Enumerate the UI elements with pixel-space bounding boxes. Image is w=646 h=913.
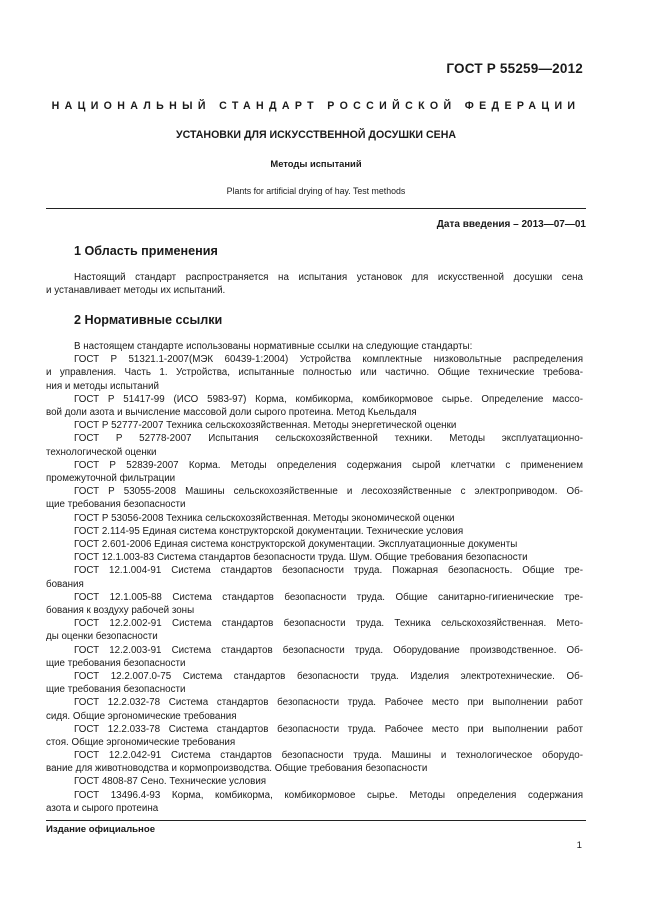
reference-line: ГОСТ 12.1.005-88 Система стандартов безопасности труда. Общие санитарно-гигиенические тре-	[74, 591, 583, 603]
reference-line: ГОСТ 12.2.003-91 Система стандартов безопасности труда. Оборудование производственное. Об-	[74, 644, 583, 656]
reference-line: ГОСТ 13496.4-93 Корма, комбикорма, комбикормовое сырье. Методы определения содержания	[74, 789, 583, 801]
footer-divider	[46, 820, 586, 821]
text-line: и устанавливает методы их испытаний.	[46, 285, 226, 297]
document-number: ГОСТ Р 55259—2012	[446, 61, 583, 76]
section-2-heading: 2 Нормативные ссылки	[74, 313, 223, 327]
reference-line: ГОСТ 2.114-95 Единая система конструкторской документации. Технические условия	[74, 525, 464, 537]
reference-line: и управления. Часть 1. Устройства, испытанные полностью или частично. Общие технические требова-	[46, 367, 583, 379]
reference-line: азота и сырого протеина	[46, 802, 159, 814]
reference-line: ГОСТ 2.601-2006 Единая система конструкторской документации. Эксплуатационные документы	[74, 538, 518, 550]
reference-line: бования	[46, 578, 84, 590]
reference-line: промежуточной фильтрации	[46, 472, 176, 484]
reference-line: ГОСТ Р 52777-2007 Техника сельскохозяйственная. Методы энергетической оценки	[74, 420, 457, 432]
section-1-heading: 1 Область применения	[74, 244, 218, 258]
reference-line: ГОСТ 4808-87 Сено. Технические условия	[74, 776, 267, 788]
reference-line: сидя. Общие эргономические требования	[46, 710, 237, 722]
reference-line: щие требования безопасности	[46, 499, 186, 511]
reference-line: бования к воздуху рабочей зоны	[46, 604, 195, 616]
official-edition-label: Издание официальное	[46, 824, 156, 835]
reference-line: ГОСТ Р 51321.1-2007(МЭК 60439-1:2004) Устройства комплектные низковольтные распределения	[74, 354, 583, 366]
reference-line: ды оценки безопасности	[46, 631, 158, 643]
reference-line: ГОСТ 12.2.033-78 Система стандартов безопасности труда. Рабочее место при выполнении работ	[74, 723, 583, 735]
header-divider	[46, 208, 586, 209]
introduction-date: Дата введения – 2013—07—01	[436, 219, 586, 230]
english-title: Plants for artificial drying of hay. Test methods	[226, 186, 406, 196]
reference-line: вой доли азота и вычисление массовой доли сырого протеина. Метод Кьельдаля	[46, 406, 417, 418]
reference-line: ГОСТ 12.2.007.0-75 Система стандартов безопасности труда. Изделия электротехнические. Об-	[74, 670, 583, 682]
reference-line: вание для животноводства и кормопроизводства. Общие требования безопасности	[46, 763, 428, 775]
national-standard-banner: НАЦИОНАЛЬНЫЙ СТАНДАРТ РОССИЙСКОЙ ФЕДЕРАЦИИ	[51, 100, 581, 112]
reference-line: технологической оценки	[46, 446, 157, 458]
reference-line: щие требования безопасности	[46, 684, 186, 696]
reference-line: ГОСТ Р 52778-2007 Испытания сельскохозяйственной техники. Методы эксплуатационно-	[74, 433, 583, 445]
document-title: УСТАНОВКИ ДЛЯ ИСКУССТВЕННОЙ ДОСУШКИ СЕНА	[175, 129, 456, 141]
reference-line: ГОСТ 12.1.003-83 Система стандартов безопасности труда. Шум. Общие требования безопасности	[74, 552, 528, 564]
reference-line: ГОСТ Р 53056-2008 Техника сельскохозяйственная. Методы экономической оценки	[74, 512, 455, 524]
document-subtitle: Методы испытаний	[270, 158, 362, 169]
reference-line: ГОСТ 12.2.032-78 Система стандартов безопасности труда. Рабочее место при выполнении работ	[74, 697, 583, 709]
reference-line: ГОСТ 12.1.004-91 Система стандартов безопасности труда. Пожарная безопасность. Общие тре-	[74, 565, 583, 577]
text-line: Настоящий стандарт распространяется на испытания установок для искусственной досушки сена	[74, 272, 583, 283]
reference-line: ГОСТ Р 51417-99 (ИСО 5983-97) Корма, комбикорма, комбикормовое сырье. Определение массо-	[74, 393, 583, 405]
section-1-body	[46, 271, 583, 297]
reference-line: ГОСТ 12.2.002-91 Система стандартов безопасности труда. Техника сельскохозяйственная. Мето-	[74, 618, 583, 630]
page-number: 1	[576, 840, 582, 851]
section-2-body	[46, 340, 583, 815]
reference-line: ГОСТ 12.2.042-91 Система стандартов безопасности труда. Машины и технологическое оборудо-	[74, 750, 583, 762]
reference-line: щие требования безопасности	[46, 657, 186, 669]
reference-line: ГОСТ Р 53055-2008 Машины сельскохозяйственные и лесохозяйственные с электроприводом. Об-	[74, 486, 583, 498]
reference-line: ния и методы испытаний	[46, 380, 159, 392]
text-line: В настоящем стандарте использованы нормативные ссылки на следующие стандарты:	[74, 341, 473, 352]
reference-line: стоя. Общие эргономические требования	[46, 736, 236, 748]
reference-line: ГОСТ Р 52839-2007 Корма. Методы определения содержания сырой клетчатки с применением	[74, 459, 583, 471]
